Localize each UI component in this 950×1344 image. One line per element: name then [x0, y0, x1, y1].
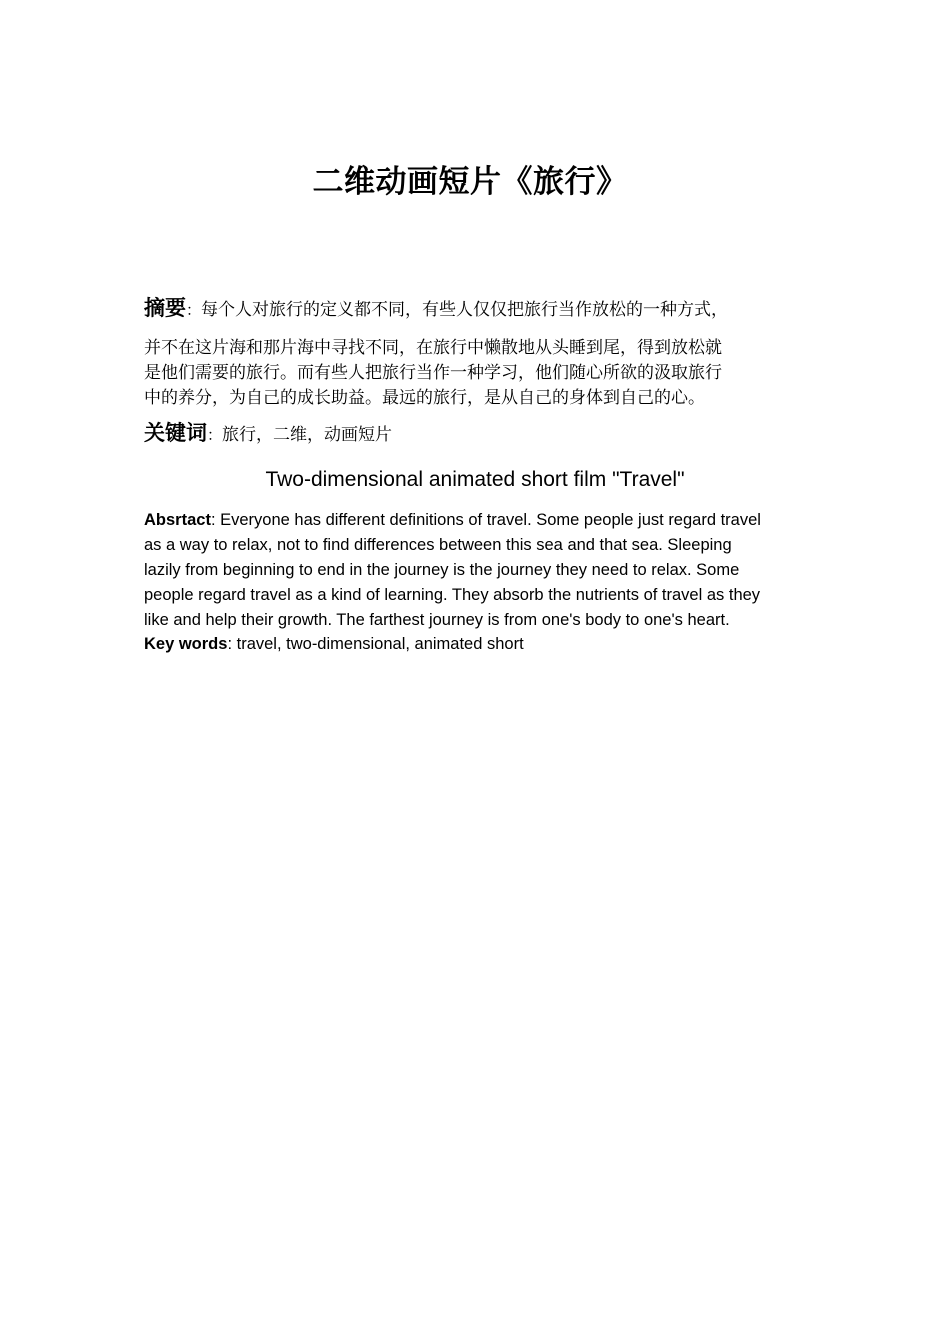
english-keywords-label: Key words [144, 635, 228, 653]
chinese-keywords-value: 旅行，二维，动画短片 [222, 425, 393, 445]
english-abstract-text-first: : Everyone has different definitions of travel. Some people just regard travel [210, 511, 761, 529]
chinese-keywords-label: 关键词 [144, 421, 207, 445]
chinese-abstract-text-first: 每个人对旅行的定义都不同，有些人仅仅把旅行当作放松的一种方式， [201, 300, 729, 320]
english-abstract-line: lazily from beginning to end in the journey is the journey they need to relax. Some [144, 561, 740, 579]
chinese-abstract-line: 是他们需要的旅行。而有些人把旅行当作一种学习，他们随心所欲的汲取旅行 [144, 363, 722, 383]
chinese-abstract-line: 中的养分，为自己的成长助益。最远的旅行，是从自己的身体到自己的心。 [144, 388, 705, 408]
chinese-keywords [144, 421, 804, 448]
english-abstract-line: people regard travel as a kind of learning. They absorb the nutrients of travel as they [144, 586, 761, 604]
english-abstract [144, 508, 809, 633]
english-title: Two-dimensional animated short film "Travel" [265, 468, 685, 491]
english-abstract-line: as a way to relax, not to find differences between this sea and that sea. Sleeping [144, 536, 732, 554]
chinese-abstract-separator: ： [186, 301, 202, 319]
chinese-abstract-line: 并不在这片海和那片海中寻找不同，在旅行中懒散地从头睡到尾，得到放松就 [144, 338, 722, 358]
english-abstract-label: Absrtact [144, 511, 211, 529]
chinese-abstract-label: 摘要 [144, 296, 186, 320]
chinese-title: 二维动画短片《旅行》 [312, 164, 628, 200]
english-keywords [144, 632, 809, 657]
chinese-abstract-body [144, 336, 804, 411]
chinese-keywords-separator: ： [207, 426, 223, 444]
english-abstract-first-line [144, 508, 809, 533]
english-abstract-line: like and help their growth. The farthest journey is from one's body to one's heart. [144, 611, 730, 629]
english-keywords-value: : travel, two-dimensional, animated short [227, 635, 524, 653]
chinese-abstract-first-line [144, 296, 804, 323]
